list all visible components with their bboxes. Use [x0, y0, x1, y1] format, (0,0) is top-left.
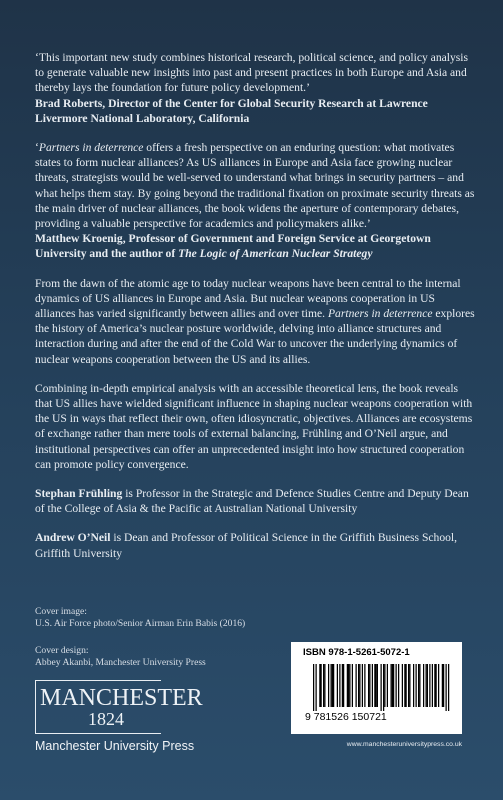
barcode-bar	[376, 664, 377, 707]
barcode-bar	[362, 664, 363, 707]
barcode-digits: 9 781526 150721	[305, 711, 387, 722]
barcode-bar	[369, 664, 370, 707]
barcode-bar	[323, 664, 324, 707]
barcode-bar	[423, 664, 424, 707]
barcode-bar	[426, 664, 427, 707]
barcode-bar	[313, 664, 314, 711]
barcode-bar	[332, 664, 333, 707]
barcode-bar	[416, 664, 417, 707]
description-paragraph-2: Combining in-depth empirical analysis with an accessible theoretical lens, the book reveals that US allies have wielded significant influence in shaping nuclear weapons cooperation with the US in ways that reflect their own, often idiosyncratic, objectives. Alliances are ecosystems of exchange rather than mere tools of external balancing, Frühling and O’Neil argue, and institutional perspectives can offer an unprecedented insight into how structured cooperation can promote policy convergence.	[35, 381, 473, 471]
back-cover-text	[35, 50, 475, 575]
barcode-bar	[356, 664, 357, 707]
author-bio-2: Andrew O’Neil is Dean and Professor of Political Science in the Griffith Business School, Griffith University	[35, 531, 458, 560]
author-name: Andrew O’Neil	[35, 531, 111, 545]
barcode-bar	[381, 664, 382, 711]
barcode-bar	[347, 664, 348, 707]
barcode-bar	[434, 664, 435, 707]
barcode-bar	[319, 664, 320, 707]
barcode-panel	[291, 642, 462, 734]
cover-image-credit: Cover image: U.S. Air Force photo/Senior Airman Erin Babis (2016)	[35, 606, 246, 629]
barcode-bar	[364, 664, 365, 707]
cover-design-credit: Cover design: Abbey Akanbi, Manchester University Press	[35, 645, 206, 668]
barcode-bar	[372, 664, 373, 707]
barcode-bar	[442, 664, 443, 707]
barcode-bar	[413, 664, 414, 707]
barcode-bar	[316, 664, 317, 711]
barcode-bar	[384, 664, 385, 707]
author-name: Stephan Frühling	[35, 487, 123, 501]
barcode-bar	[404, 664, 405, 707]
publisher-url: www.manchesteruniversitypress.co.uk	[346, 741, 462, 748]
cited-book-title: The Logic of American Nuclear Strategy	[178, 247, 373, 261]
quote-text: ‘This important new study combines historical research, political science, and policy analysis to generate valuable new insights into past and present practices in both Europe and Asia and thereby lays the foundation for future policy development.’	[35, 51, 469, 95]
quote-attribution: Matthew Kroenig, Professor of Government and Foreign Service at Georgetown University and the author of The Logic of American Nuclear Strategy	[35, 232, 431, 261]
barcode-bar	[391, 664, 392, 707]
barcode-bar	[348, 664, 349, 707]
barcode-bar	[436, 664, 437, 707]
barcode-bar	[321, 664, 322, 707]
endorsement-1	[35, 50, 475, 126]
barcode-bar	[398, 664, 399, 707]
barcode-bar	[402, 664, 403, 707]
isbn-label: ISBN 978-1-5261-5072-1	[303, 647, 410, 658]
barcode-graphic	[303, 664, 453, 722]
barcode-bar	[438, 664, 439, 707]
barcode-bar	[358, 664, 359, 707]
barcode-bar	[392, 664, 393, 707]
barcode-bar	[446, 664, 447, 711]
barcode-bar	[383, 664, 384, 711]
barcode-bar	[387, 664, 388, 707]
barcode-bar	[352, 664, 353, 707]
barcode-bar	[419, 664, 420, 707]
barcode-bar	[333, 664, 334, 707]
book-title: Partners in deterrence	[38, 141, 144, 155]
endorsement-2	[35, 140, 475, 262]
barcode-bar	[418, 664, 419, 707]
barcode-bar	[448, 664, 449, 711]
barcode-bar	[396, 664, 397, 707]
logo-wordmark: MANCHESTER	[40, 685, 203, 711]
barcode-bar	[331, 664, 332, 707]
barcode-bar	[377, 664, 378, 707]
publisher-logo	[35, 680, 203, 753]
barcode-bar	[339, 664, 340, 707]
publisher-name: Manchester University Press	[35, 739, 195, 753]
barcode-bar	[406, 664, 407, 707]
description-paragraph-1: From the dawn of the atomic age to today nuclear weapons have been central to the internal dynamics of US alliances in Europe and Asia. But nuclear weapons cooperation in US alliances has varied significantly between allies and over time. Partners in deterrence explores the history of America’s nuclear posture worldwide, delving into alliance structures and interaction during and after the end of the Cold War to uncover the underlying dynamics of nuclear weapons cooperation between the US and its allies.	[35, 276, 475, 366]
barcode-bar	[429, 664, 430, 707]
barcode-bar	[427, 664, 428, 707]
barcode-bar	[324, 664, 325, 707]
barcode-bar	[409, 664, 410, 707]
quote-attribution: Brad Roberts, Director of the Center for Global Security Research at Lawrence Livermore National Laboratory, California	[35, 96, 428, 125]
book-title: Partners in deterrence	[327, 307, 433, 321]
barcode-bar	[393, 664, 394, 707]
barcode-bar	[368, 664, 369, 707]
barcode-bar	[349, 664, 350, 707]
author-bio-1: Stephan Frühling is Professor in the Strategic and Defence Studies Centre and Deputy Dean of the College of Asia & the Pacific at Australian National University	[35, 487, 469, 516]
barcode-bar	[408, 664, 409, 707]
logo-year: 1824	[88, 709, 124, 729]
barcode-bar	[342, 664, 343, 707]
barcode-bar	[443, 664, 444, 707]
barcode-bar	[374, 664, 375, 707]
barcode-bar	[432, 664, 433, 707]
barcode-bar	[328, 664, 329, 707]
quote-text: ‘Partners in deterrence offers a fresh perspective on an enduring question: what motivates states to form nuclear alliances? As US alliances in Europe and Asia face growing nuclear threats, strategists would be well-served to understand what brings in security partners – and what helps them stay. By going beyond the traditional fixation on proximate security threats as the main driver of nuclear alliances, the book widens the aperture of contemporary debates, providing a valuable perspective for academics and policymakers alike.’	[35, 141, 475, 231]
barcode-bar	[337, 664, 338, 707]
barcode-bar	[343, 664, 344, 707]
barcode-bar	[359, 664, 360, 707]
